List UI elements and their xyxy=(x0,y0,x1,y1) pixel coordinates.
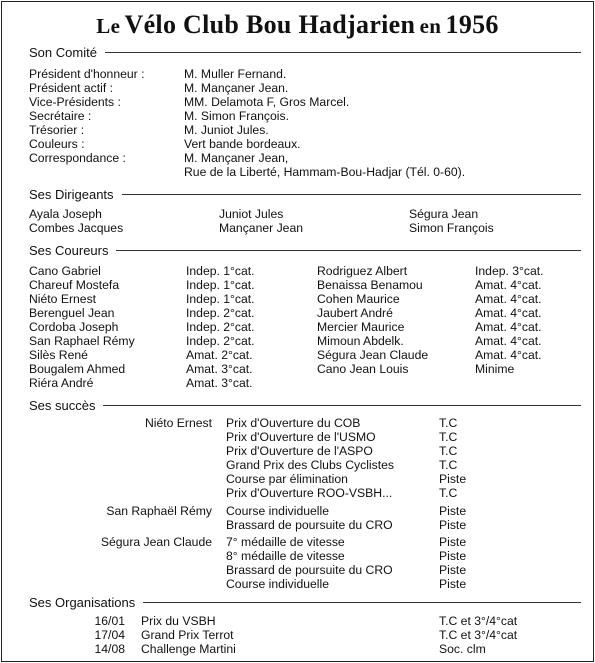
succes-event: Course individuelle xyxy=(226,504,329,518)
comite-name: M. Simon François. xyxy=(184,109,289,123)
coureur-category: Amat. 4°cat. xyxy=(475,278,542,292)
succes-rider: San Raphaël Rémy xyxy=(106,504,212,518)
section-comite-header xyxy=(29,44,581,60)
succes-event: Course individuelle xyxy=(226,577,329,591)
succes-type: T.C xyxy=(439,486,458,500)
organisation-date: 16/01 xyxy=(94,614,125,628)
succes-type: Piste xyxy=(439,535,467,549)
coureur-name: Berenguel Jean xyxy=(29,306,115,320)
coureur-category: Amat. 4°cat. xyxy=(475,292,542,306)
succes-event: Grand Prix des Clubs Cyclistes xyxy=(226,458,394,472)
organisation-event: Prix du VSBH xyxy=(141,614,216,628)
section-organisations-header xyxy=(29,594,581,610)
title-year: 1956 xyxy=(445,10,499,39)
organisation-type: Soc. clm xyxy=(439,642,486,656)
comite-name: M. Mançaner Jean, xyxy=(184,151,289,165)
succes-rider: Ségura Jean Claude xyxy=(100,535,212,549)
section-dirigeants-label: Ses Dirigeants xyxy=(29,186,114,202)
succes-event: Brassard de poursuite du CRO xyxy=(226,518,393,532)
section-comite-label: Son Comité xyxy=(29,44,97,60)
dirigeant-name: Ségura Jean xyxy=(409,207,479,221)
title-en: en xyxy=(419,14,442,38)
coureur-category: Amat. 3°cat. xyxy=(186,362,253,376)
coureur-category: Amat. 3°cat. xyxy=(186,376,253,390)
succes-type: Piste xyxy=(439,472,467,486)
section-rule xyxy=(122,194,581,195)
title-main: Vélo Club Bou Hadjarien xyxy=(124,10,416,39)
coureur-name: Rodriguez Albert xyxy=(317,264,408,278)
section-rule xyxy=(105,52,581,53)
comite-role: Président actif : xyxy=(29,81,113,95)
coureur-category: Minime xyxy=(475,362,515,376)
coureur-name: Bougalem Ahmed xyxy=(29,362,126,376)
succes-type: Piste xyxy=(439,563,467,577)
succes-event: Prix d'Ouverture de l'USMO xyxy=(226,430,376,444)
coureur-category: Indep. 3°cat. xyxy=(475,264,544,278)
section-coureurs-label: Ses Coureurs xyxy=(29,242,109,258)
succes-type: T.C xyxy=(439,430,458,444)
section-coureurs-header xyxy=(29,242,581,258)
succes-event: Prix d'Ouverture de l'ASPO xyxy=(226,444,373,458)
dirigeant-name: Mançaner Jean xyxy=(219,221,304,235)
succes-event: Brassard de poursuite du CRO xyxy=(226,563,393,577)
comite-name: M. Mançaner Jean. xyxy=(184,81,289,95)
dirigeant-name: Simon François xyxy=(409,221,494,235)
coureur-name: Silès René xyxy=(29,348,88,362)
succes-event: Prix d'Ouverture ROO-VSBH... xyxy=(226,486,393,500)
coureur-category: Amat. 4°cat. xyxy=(475,306,542,320)
succes-type: T.C xyxy=(439,416,458,430)
coureur-category: Indep. 1°cat. xyxy=(186,264,255,278)
page-title xyxy=(0,10,595,40)
coureur-name: Chareuf Mostefa xyxy=(29,278,120,292)
succes-type: Piste xyxy=(439,549,467,563)
coureur-name: Cohen Maurice xyxy=(317,292,400,306)
succes-type: T.C xyxy=(439,458,458,472)
comite-role: Secrétaire : xyxy=(29,109,92,123)
coureur-category: Indep. 2°cat. xyxy=(186,334,255,348)
coureur-category: Amat. 4°cat. xyxy=(475,320,542,334)
coureur-name: Jaubert André xyxy=(317,306,393,320)
coureur-category: Indep. 1°cat. xyxy=(186,278,255,292)
succes-event: Course par élimination xyxy=(226,472,348,486)
section-dirigeants-header xyxy=(29,186,581,202)
coureur-name: Mimoun Abdelk. xyxy=(317,334,404,348)
comite-role: Couleurs : xyxy=(29,137,85,151)
coureur-category: Indep. 1°cat. xyxy=(186,292,255,306)
succes-event: Prix d'Ouverture du COB xyxy=(226,416,361,430)
succes-type: Piste xyxy=(439,518,467,532)
coureur-category: Indep. 2°cat. xyxy=(186,320,255,334)
organisation-type: T.C et 3°/4°cat xyxy=(439,628,518,642)
organisation-event: Grand Prix Terrot xyxy=(141,628,234,642)
section-rule xyxy=(143,602,581,603)
section-rule xyxy=(103,405,581,406)
dirigeant-name: Combes Jacques xyxy=(29,221,124,235)
section-succes-label: Ses succès xyxy=(29,397,96,413)
succes-type: T.C xyxy=(439,444,458,458)
section-succes-header xyxy=(29,397,581,413)
succes-type: Piste xyxy=(439,504,467,518)
coureur-name: Mercier Maurice xyxy=(317,320,405,334)
coureur-name: Cano Jean Louis xyxy=(317,362,409,376)
organisation-date: 17/04 xyxy=(94,628,125,642)
coureur-name: Niéto Ernest xyxy=(29,292,97,306)
succes-type: Piste xyxy=(439,577,467,591)
comite-role: Correspondance : xyxy=(29,151,126,165)
section-organisations-label: Ses Organisations xyxy=(29,594,136,610)
coureur-name: Benaissa Benamou xyxy=(317,278,423,292)
comite-name: M. Juniot Jules. xyxy=(184,123,269,137)
coureur-name: San Raphael Rémy xyxy=(29,334,135,348)
coureur-category: Amat. 4°cat. xyxy=(475,334,542,348)
section-rule xyxy=(116,250,581,251)
title-le: Le xyxy=(96,14,121,38)
organisation-date: 14/08 xyxy=(94,642,125,656)
coureur-category: Indep. 2°cat. xyxy=(186,306,255,320)
comite-role: Vice-Présidents : xyxy=(29,95,121,109)
coureur-name: Ségura Jean Claude xyxy=(317,348,429,362)
coureur-category: Amat. 2°cat. xyxy=(186,348,253,362)
comite-name: MM. Delamota F, Gros Marcel. xyxy=(184,95,350,109)
comite-address: Rue de la Liberté, Hammam-Bou-Hadjar (Tél. 0-60). xyxy=(184,165,466,179)
succes-rider: Niéto Ernest xyxy=(144,416,212,430)
coureur-name: Cordoba Joseph xyxy=(29,320,119,334)
organisation-type: T.C et 3°/4°cat xyxy=(439,614,518,628)
comite-name: Vert bande bordeaux. xyxy=(184,137,301,151)
dirigeant-name: Ayala Joseph xyxy=(29,207,102,221)
organisation-event: Challenge Martini xyxy=(141,642,236,656)
coureur-category: Amat. 4°cat. xyxy=(475,348,542,362)
succes-event: 8° médaille de vitesse xyxy=(226,549,345,563)
comite-role: Trésorier : xyxy=(29,123,85,137)
coureur-name: Cano Gabriel xyxy=(29,264,101,278)
dirigeant-name: Juniot Jules xyxy=(219,207,284,221)
comite-name: M. Muller Fernand. xyxy=(184,67,287,81)
coureur-name: Riéra André xyxy=(29,376,94,390)
comite-role: Président d'honneur : xyxy=(29,67,145,81)
succes-event: 7° médaille de vitesse xyxy=(226,535,345,549)
